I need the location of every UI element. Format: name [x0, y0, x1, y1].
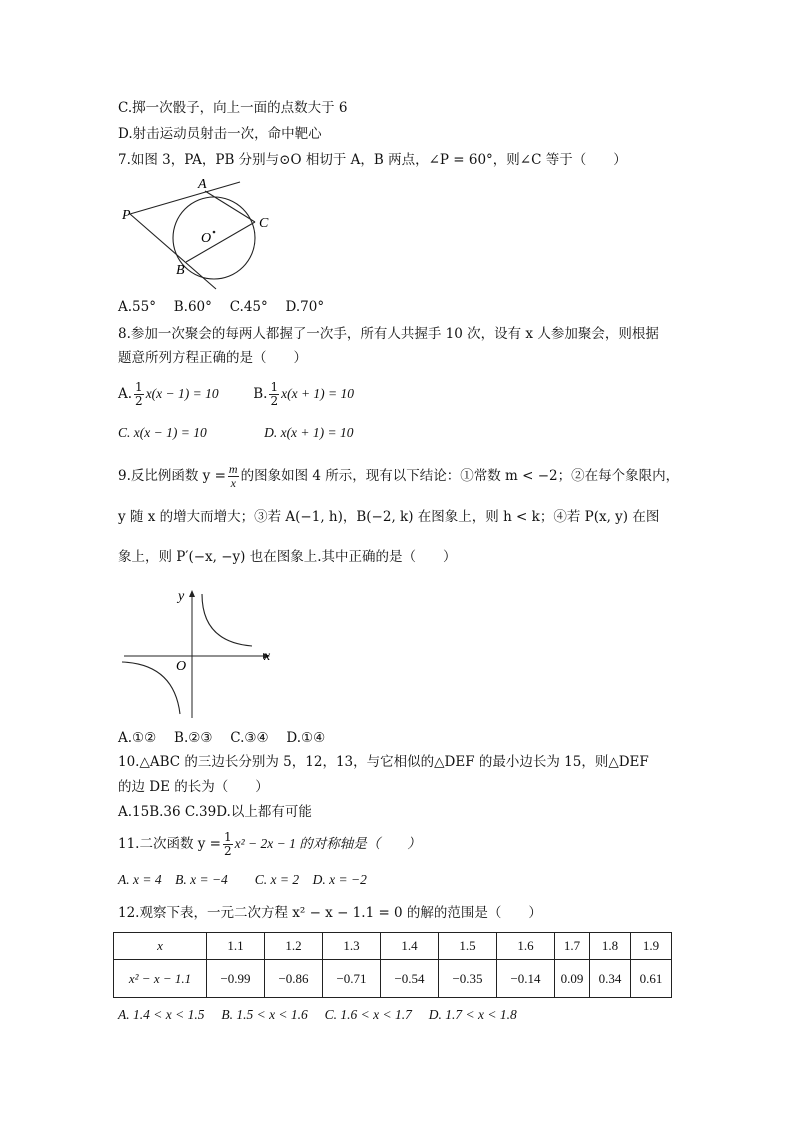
table-cell: 0.09: [555, 960, 590, 998]
table-row: [114, 960, 672, 998]
label-y: y: [178, 589, 185, 604]
question-8-line-1: 8.参加一次聚会的每两人都握了一次手，所有人共握手 10 次，设有 x 人参加聚会，则根据: [118, 326, 659, 342]
question-8-line-2: 题意所列方程正确的是（ ）: [118, 350, 307, 366]
option-b-prefix: B.: [253, 386, 268, 402]
question-12: 12.观察下表，一元二次方程 x² − x − 1.1 = 0 的解的范围是（ ）: [118, 905, 542, 921]
fraction-m-over-x: $\frac{m}{x}$: [228, 462, 238, 490]
label-o: O: [201, 231, 212, 246]
table-header-row: [114, 933, 672, 960]
question-11: 11.二次函数 y = $\frac{1}{2}$ x² − 2x − 1 的对称轴是（ ）: [118, 830, 421, 858]
question-10-line-2: 的边 DE 的长为（ ）: [118, 779, 269, 795]
fraction-half-b: $\frac{1}{2}$: [270, 380, 279, 408]
option-a-equation: x(x − 1) = 10: [145, 386, 219, 401]
question-8-options-cd: C. x(x − 1) = 10 D. x(x + 1) = 10: [118, 425, 354, 440]
label-origin: O: [176, 659, 187, 674]
fraction-half-q11: $\frac{1}{2}$: [224, 830, 232, 858]
label-b: B: [176, 263, 185, 278]
table-cell: −0.35: [439, 960, 497, 998]
label-p: P: [122, 208, 131, 223]
table-cell: −0.86: [265, 960, 323, 998]
question-9-options: A.①② B.②③ C.③④ D.①④: [118, 730, 326, 746]
center-point: [213, 231, 216, 234]
fraction-half-a: $\frac{1}{2}$: [135, 380, 143, 408]
table-cell: 1.7: [555, 933, 590, 960]
table-cell: 1.2: [265, 933, 323, 960]
question-7: 7.如图 3，PA，PB 分别与⊙O 相切于 A，B 两点，∠P = 60°，则∠C 等于（ ）: [118, 152, 627, 168]
table-cell: x² − x − 1.1: [114, 960, 207, 998]
table-cell: −0.54: [381, 960, 439, 998]
question-10-line-1: 10.△ABC 的三边长分别为 5，12，13，与它相似的△DEF 的最小边长为 15，则△DEF: [118, 754, 649, 770]
table-cell: 0.61: [631, 960, 672, 998]
question-12-options: A. 1.4 < x < 1.5 B. 1.5 < x < 1.6 C. 1.6 < x < 1.7 D. 1.7 < x < 1.8: [118, 1007, 517, 1022]
table-cell: 1.1: [207, 933, 265, 960]
label-a: A: [198, 177, 207, 192]
figure-3-circle-tangents: [118, 172, 278, 296]
label-x: x: [264, 649, 271, 664]
table-cell: 1.3: [323, 933, 381, 960]
figure-4-hyperbola: [118, 584, 278, 720]
table-cell: −0.99: [207, 960, 265, 998]
table-cell: 0.34: [590, 960, 631, 998]
table-cell: −0.71: [323, 960, 381, 998]
question-9-line-3: 象上，则 P′(−x, −y) 也在图象上.其中正确的是（ ）: [118, 549, 457, 565]
question-11-options: A. x = 4 B. x = −4 C. x = 2 D. x = −2: [118, 872, 367, 887]
question-9-line-2: y 随 x 的增大而增大；③若 A(−1, h)，B(−2, k) 在图象上，则 h < k；④若 P(x, y) 在图: [118, 509, 660, 525]
table-cell: 1.6: [497, 933, 555, 960]
question-9-line-1: 9.反比例函数 y = $\frac{m}{x}$ 的图象如图 4 所示，现有以下结论：①常数 m < −2；②在每个象限内，: [118, 462, 680, 490]
table-cell: x: [114, 933, 207, 960]
values-table: [113, 932, 672, 998]
table-cell: 1.4: [381, 933, 439, 960]
option-a-prefix: A.: [118, 386, 133, 402]
question-7-options: A.55° B.60° C.45° D.70°: [118, 299, 325, 315]
table-cell: −0.14: [497, 960, 555, 998]
question-8-options-ab: [118, 380, 354, 408]
table-cell: 1.5: [439, 933, 497, 960]
label-c: C: [259, 216, 269, 231]
table-cell: 1.9: [631, 933, 672, 960]
question-10-options: A.15B.36 C.39D.以上都有可能: [118, 804, 312, 820]
table-cell: 1.8: [590, 933, 631, 960]
option-b-equation: x(x + 1) = 10: [281, 386, 355, 401]
option-c-dice: C.掷一次骰子，向上一面的点数大于 6: [118, 100, 348, 116]
option-d-shooter: D.射击运动员射击一次，命中靶心: [118, 126, 322, 142]
